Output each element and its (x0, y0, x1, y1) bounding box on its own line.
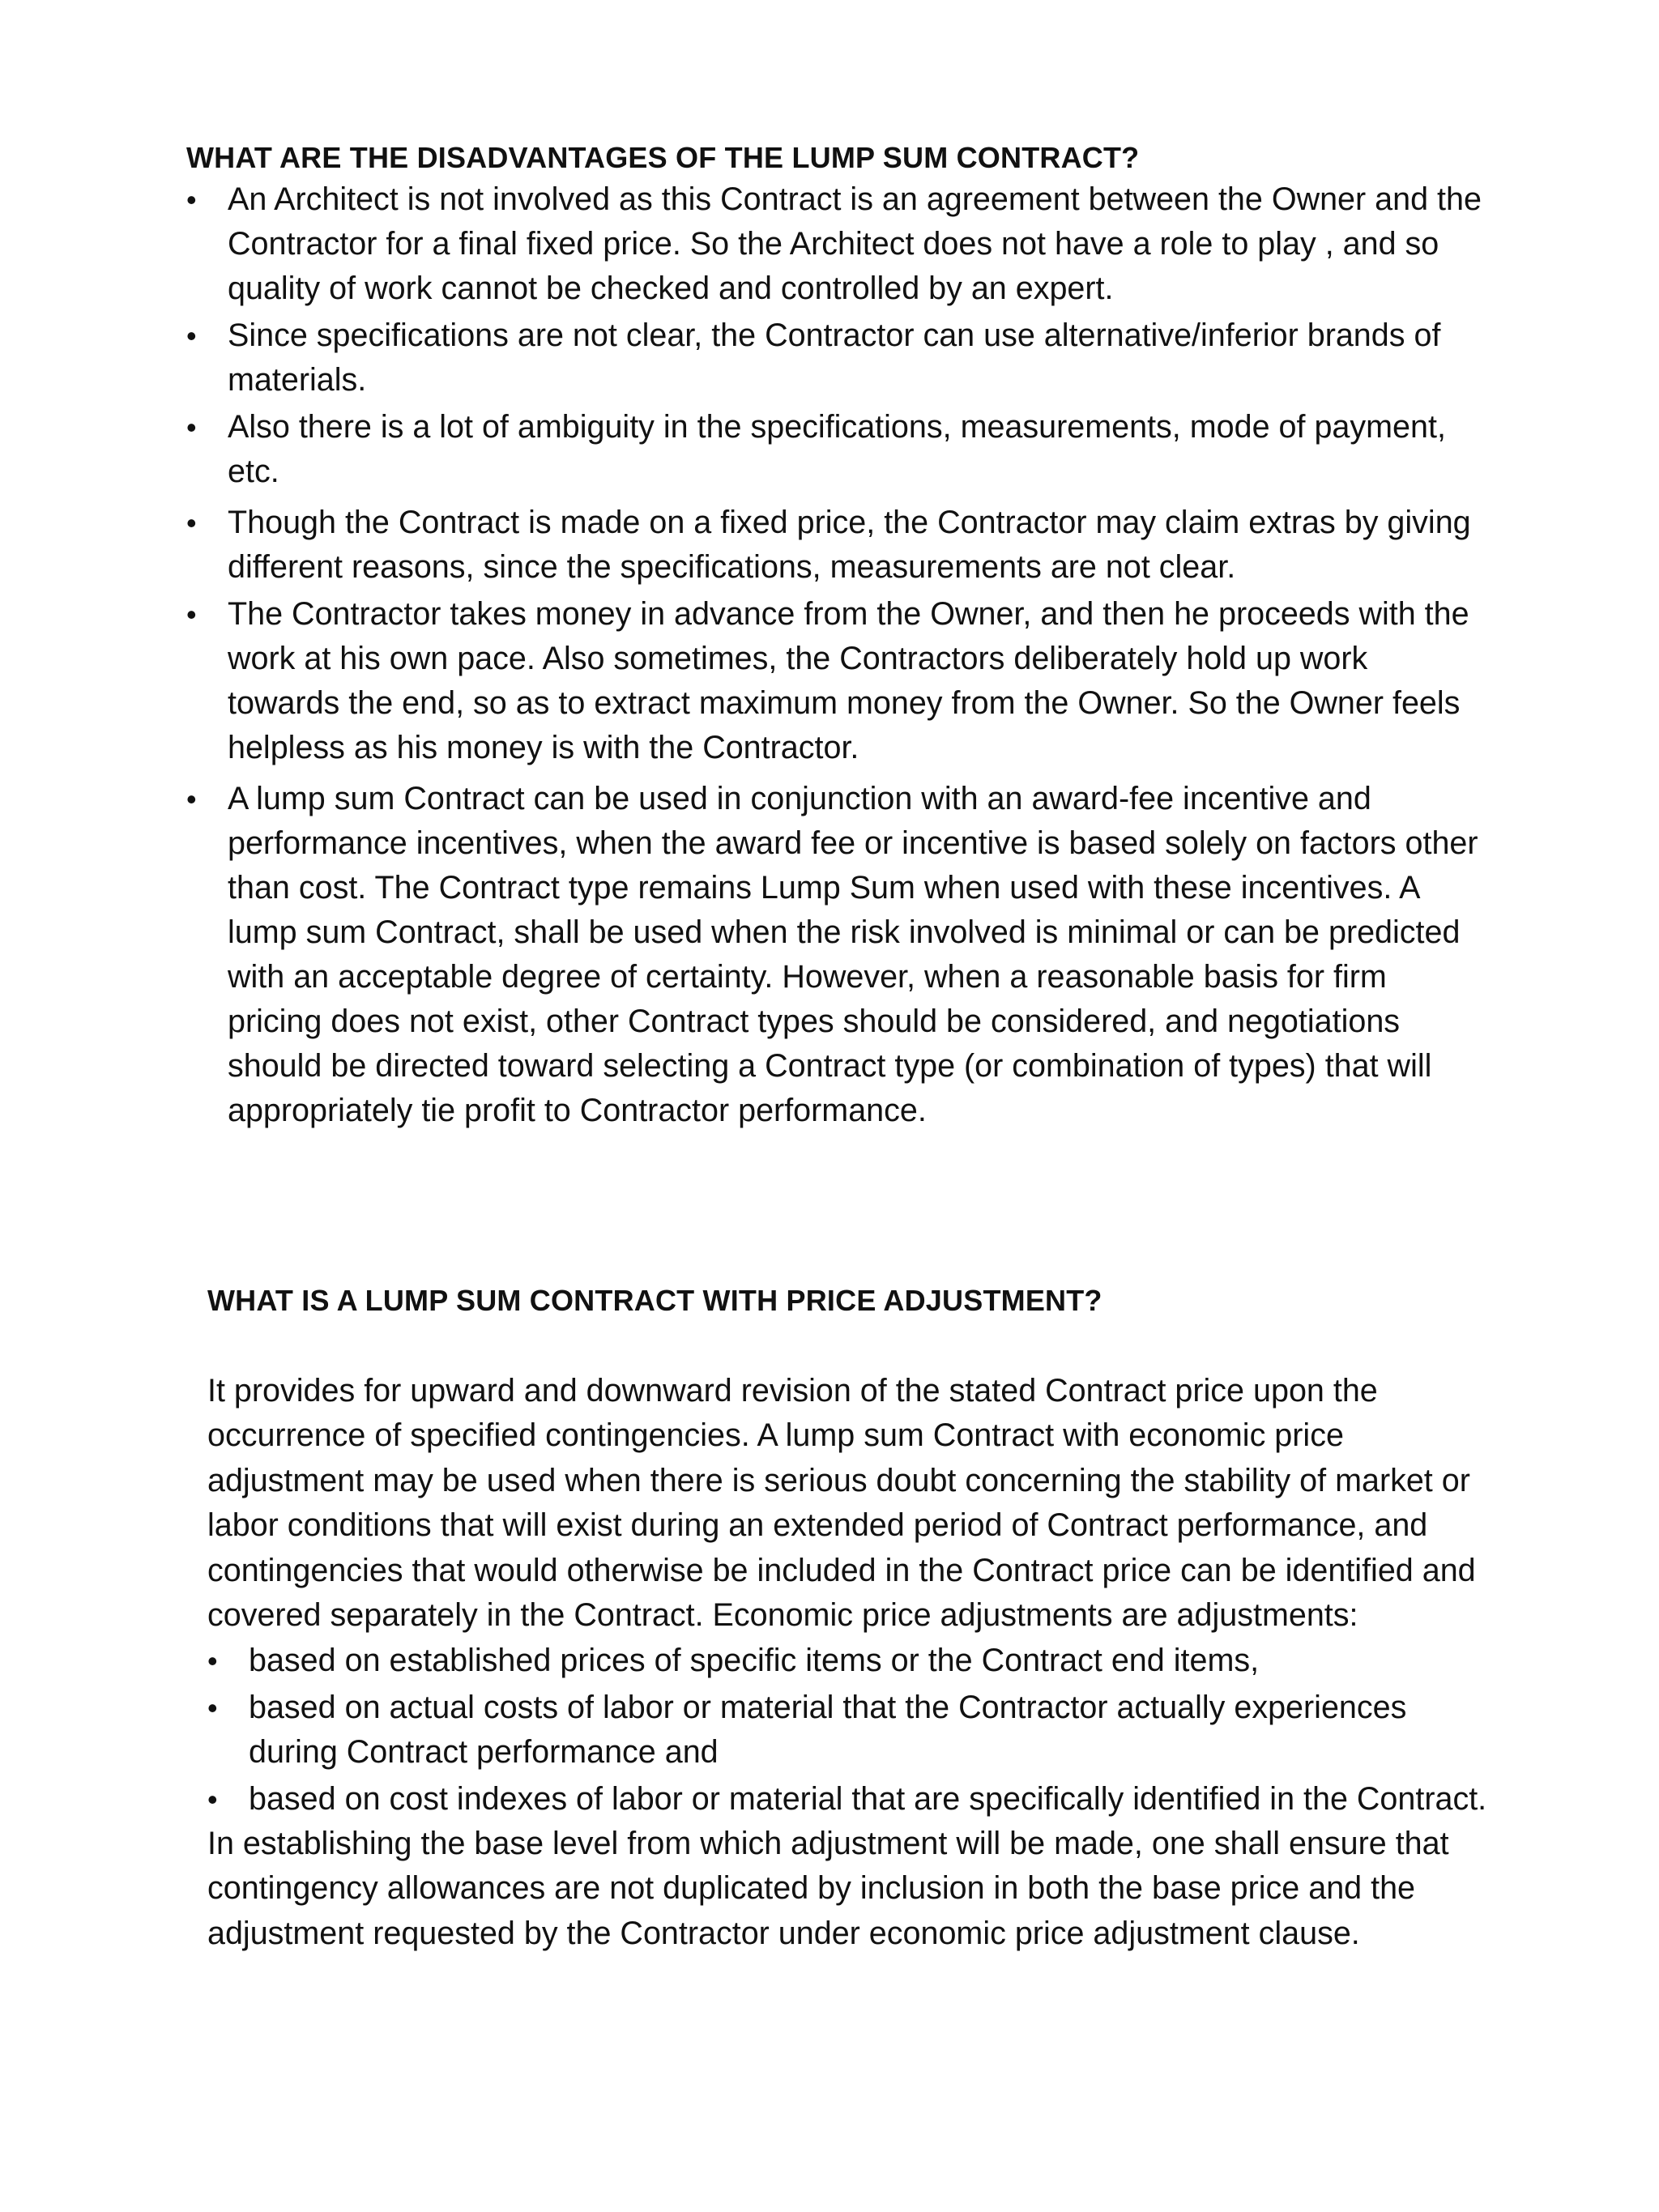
bullet-icon: • (186, 410, 197, 444)
list-item (186, 405, 1482, 494)
list-item-text: Also there is a lot of ambiguity in the specifications, measurements, mode of payment, etc. (228, 408, 1446, 489)
disadvantages-section (186, 139, 1482, 1133)
price-adjustment-closing: In establishing the base level from which adjustment will be made, one shall ensure that contingency allowances are not duplicated by inclusion in both the base price and the adjustment requested by the Contractor under economic price adjustment clause. (207, 1825, 1449, 1951)
disadvantages-heading: WHAT ARE THE DISADVANTAGES OF THE LUMP SUM CONTRACT? (186, 141, 1140, 174)
list-item-text: An Architect is not involved as this Contract is an agreement between the Owner and the Contractor for a final fixed price. So the Architect does not have a role to play , and so quality of work cannot be checked and controlled by an expert. (228, 181, 1482, 306)
list-item-text: based on cost indexes of labor or material that are specifically identified in the Contract. (249, 1780, 1487, 1817)
list-item (207, 1639, 1487, 1683)
list-item-text: The Contractor takes money in advance from the Owner, and then he proceeds with the work at his own pace. Also sometimes, the Contractors deliberately hold up work towards the end, so as to extract maximum money from the Owner. So the Owner feels helpless as his money is with the Contractor. (228, 595, 1469, 765)
price-adjustment-section (207, 1282, 1487, 1956)
list-item-text: A lump sum Contract can be used in conjunction with an award-fee incentive and performance incentives, when the award fee or incentive is based solely on factors other than cost. The Contract type remains Lump Sum when used with these incentives. A lump sum Contract, shall be used when the risk involved is minimal or can be predicted with an acceptable degree of certainty. However, when a reasonable basis for firm pricing does not exist, other Contract types should be considered, and negotiations should be directed toward selecting a Contract type (or combination of types) that will appropriately tie profit to Contractor performance. (228, 780, 1478, 1128)
list-item-text: based on actual costs of labor or material that the Contractor actually experiences during Contract performance and (249, 1689, 1407, 1770)
bullet-icon: • (207, 1782, 218, 1816)
list-item (186, 313, 1482, 403)
list-item (186, 592, 1482, 770)
disadvantages-list (186, 177, 1482, 1133)
list-item-text: based on established prices of specific items or the Contract end items, (249, 1642, 1260, 1678)
bullet-icon: • (186, 182, 197, 216)
list-item-text: Though the Contract is made on a fixed price, the Contractor may claim extras by giving different reasons, since the specifications, measurements are not clear. (228, 504, 1471, 585)
bullet-icon: • (186, 597, 197, 631)
list-item (207, 1777, 1487, 1822)
list-item-text: Since specifications are not clear, the Contractor can use alternative/inferior brands of materials. (228, 317, 1441, 398)
bullet-icon: • (186, 318, 197, 352)
list-item (207, 1686, 1487, 1775)
bullet-icon: • (186, 505, 197, 539)
list-item (186, 177, 1482, 311)
price-adjustment-intro: It provides for upward and downward revision of the stated Contract price upon the occurrence of specified contingencies. A lump sum Contract with economic price adjustment may be used when there is serious doubt concerning the stability of market or labor conditions that will exist during an extended period of Contract performance, and contingencies that would otherwise be included in the Contract price can be identified and covered separately in the Contract. Economic price adjustments are adjustments: (207, 1372, 1476, 1634)
bullet-icon: • (207, 1690, 218, 1724)
bullet-icon: • (207, 1643, 218, 1677)
bullet-icon: • (186, 782, 197, 816)
price-adjustment-heading: WHAT IS A LUMP SUM CONTRACT WITH PRICE ADJUSTMENT? (207, 1284, 1102, 1317)
list-item (186, 501, 1482, 590)
list-item (186, 777, 1482, 1133)
adjustment-basis-list (207, 1639, 1487, 1822)
